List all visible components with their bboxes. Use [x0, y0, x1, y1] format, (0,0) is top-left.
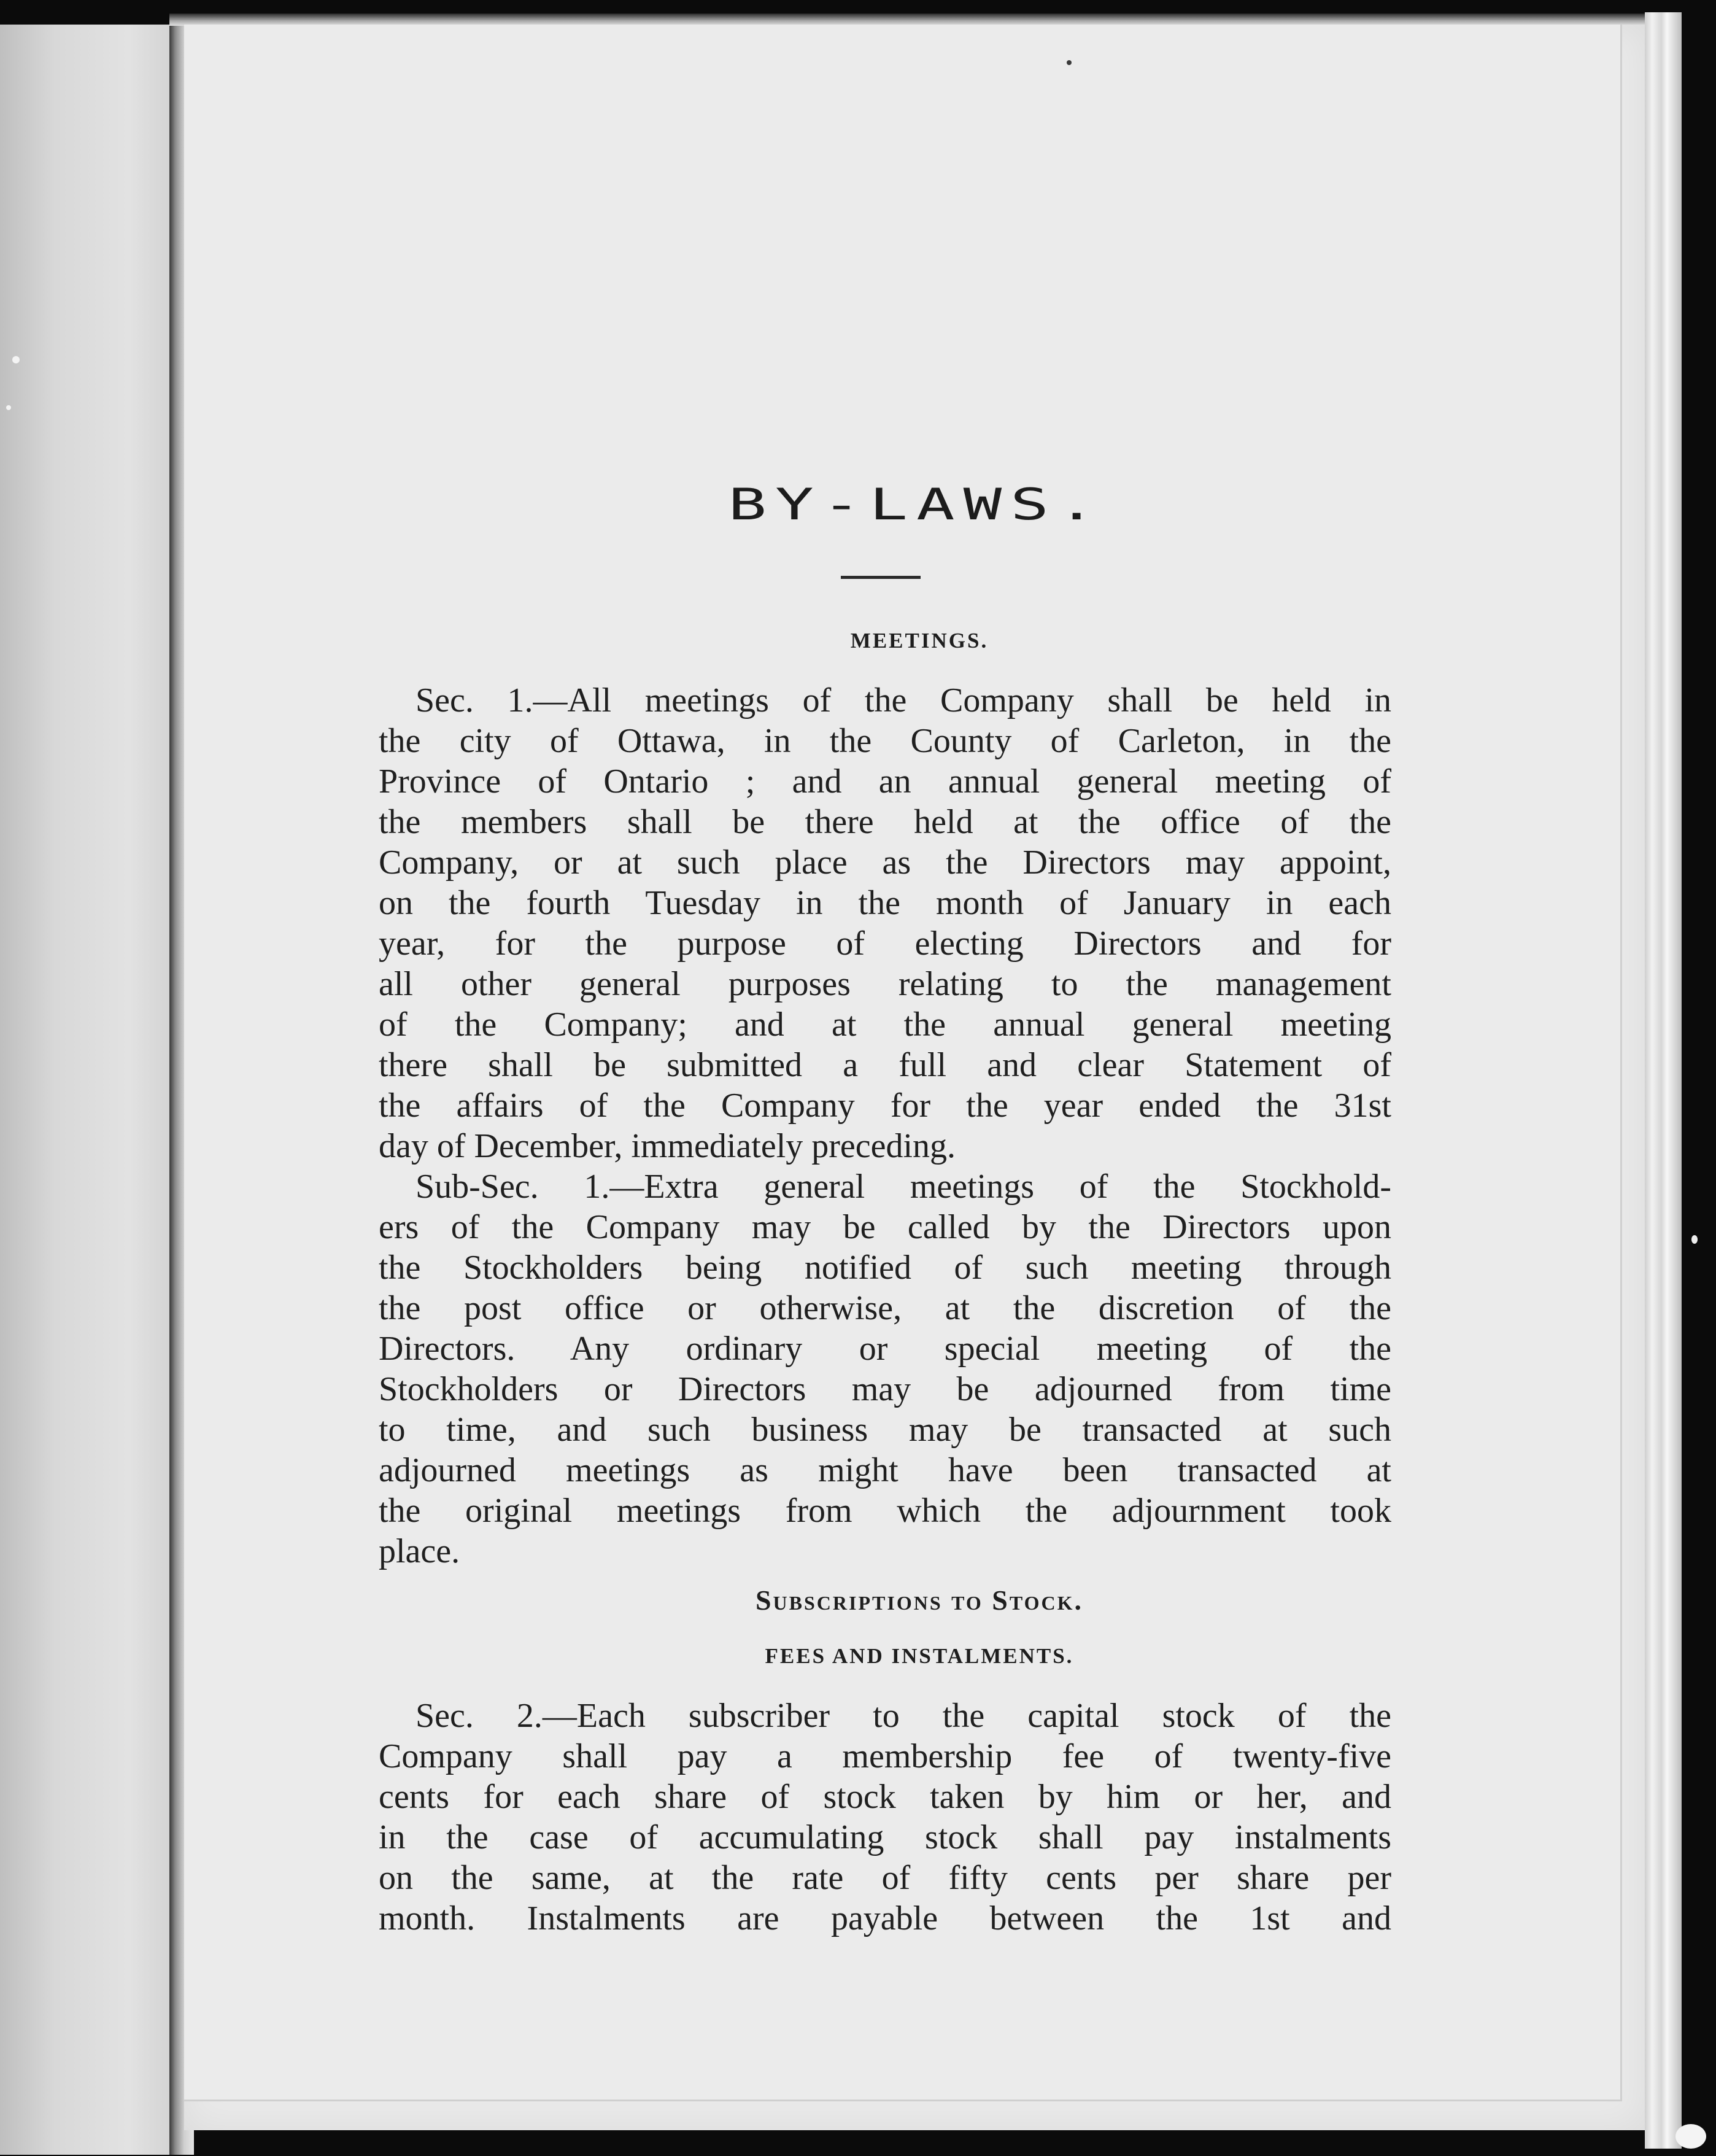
text-line: to time, and such business may be transacted at such — [379, 1411, 1391, 1449]
text-line: Sec. 1.—All meetings of the Company shall be held in — [415, 681, 1391, 719]
scan-speck — [1691, 1235, 1698, 1244]
text-line: place. — [379, 1532, 460, 1570]
text-line: Company, or at such place as the Directors may appoint, — [379, 843, 1391, 882]
text-line: Company shall pay a membership fee of twenty-five — [379, 1737, 1391, 1775]
scan-speck — [6, 405, 11, 410]
text-line: in the case of accumulating stock shall pay instalments — [379, 1818, 1391, 1856]
section-subheading-fees: FEES AND INSTALMENTS. — [765, 1644, 1074, 1668]
text-line: Sub-Sec. 1.—Extra general meetings of the Stockhold- — [415, 1168, 1391, 1206]
text-line: adjourned meetings as might have been transacted at — [379, 1451, 1391, 1489]
text-line: Stockholders or Directors may be adjourned from time — [379, 1370, 1391, 1408]
facing-page-edge — [0, 25, 184, 2155]
section-heading-subscriptions: Subscriptions to Stock. — [755, 1584, 1084, 1616]
text-line: there shall be submitted a full and clear Statement of — [379, 1046, 1391, 1084]
text-line: year, for the purpose of electing Directors and for — [379, 925, 1391, 963]
text-line: the city of Ottawa, in the County of Carleton, in the — [379, 722, 1391, 760]
text-line: Province of Ontario ; and an annual general meeting of — [379, 762, 1391, 801]
text-line: Directors. Any ordinary or special meeting of the — [379, 1330, 1391, 1368]
page-title: BY-LAWS. — [728, 479, 1105, 530]
paragraph-sec-2 — [379, 1696, 1391, 1939]
page-stack-edge — [1645, 12, 1682, 2149]
text-line: the members shall be there held at the office of the — [379, 803, 1391, 841]
paragraph-sec-1 — [379, 680, 1391, 1166]
text-line: the affairs of the Company for the year ended the 31st — [379, 1087, 1391, 1125]
title-rule — [841, 576, 921, 579]
text-line: the Stockholders being notified of such meeting through — [379, 1249, 1391, 1287]
text-line: the original meetings from which the adjournment took — [379, 1492, 1391, 1530]
text-line: ers of the Company may be called by the Directors upon — [379, 1208, 1391, 1246]
text-line: month. Instalments are payable between the 1st and — [379, 1899, 1391, 1937]
text-line: cents for each share of stock taken by him or her, and — [379, 1778, 1391, 1816]
text-line: all other general purposes relating to the management — [379, 965, 1391, 1003]
text-line: day of December, immediately preceding. — [379, 1127, 956, 1165]
text-line: on the same, at the rate of fifty cents per share per — [379, 1859, 1391, 1897]
page-top-edge — [169, 14, 1679, 26]
text-line: of the Company; and at the annual general meeting — [379, 1006, 1391, 1044]
text-line: the post office or otherwise, at the discretion of the — [379, 1289, 1391, 1327]
paragraph-sub-sec-1 — [379, 1166, 1391, 1572]
scan-speck — [1067, 60, 1072, 65]
section-heading-meetings: MEETINGS. — [850, 629, 989, 653]
text-line: on the fourth Tuesday in the month of January in each — [379, 884, 1391, 922]
scan-speck — [12, 356, 20, 363]
scan-speck — [1675, 2124, 1706, 2149]
text-line: Sec. 2.—Each subscriber to the capital stock of the — [415, 1697, 1391, 1735]
